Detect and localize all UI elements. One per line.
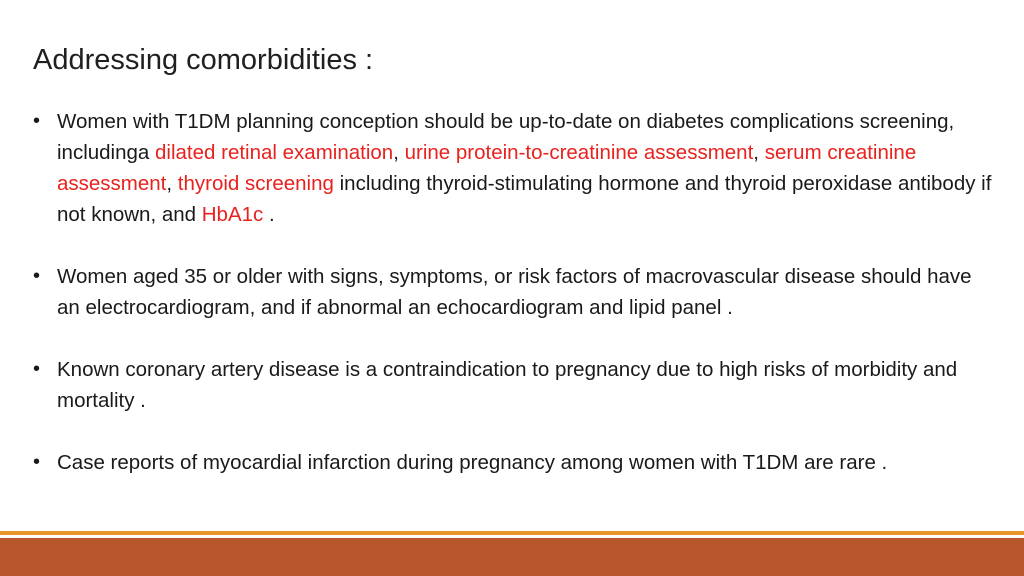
bullet-list bbox=[33, 106, 993, 509]
bullet-item bbox=[33, 261, 993, 323]
highlighted-term: HbA1c bbox=[201, 203, 264, 226]
bullet-dot-icon: • bbox=[33, 358, 41, 380]
bullet-dot-icon: • bbox=[33, 265, 41, 287]
bullet-item bbox=[33, 106, 993, 230]
slide-title: Addressing comorbidities : bbox=[33, 44, 374, 76]
bullet-item bbox=[33, 447, 993, 478]
highlighted-term: thyroid screening bbox=[177, 172, 334, 195]
text-run: including thyroid-stimulating hormone and thyroid peroxidase antibody if not known, and bbox=[57, 172, 992, 226]
text-run: , bbox=[393, 141, 405, 164]
text-run: , bbox=[753, 141, 765, 164]
bullet-text bbox=[57, 451, 887, 474]
text-run: Women aged 35 or older with signs, symptoms, or risk factors of macrovascular disease should have an electrocardiogram, and if abnormal an echocardiogram and lipid panel . bbox=[57, 265, 972, 319]
footer-band bbox=[0, 538, 1024, 576]
highlighted-term: urine protein-to-creatinine assessment bbox=[404, 141, 754, 164]
highlighted-term: dilated retinal examination bbox=[155, 141, 394, 164]
bullet-text bbox=[57, 265, 972, 319]
bullet-dot-icon: • bbox=[33, 110, 41, 132]
bullet-dot-icon: • bbox=[33, 451, 41, 473]
bullet-item bbox=[33, 354, 993, 416]
bullet-text bbox=[57, 110, 991, 226]
text-run: . bbox=[263, 203, 275, 226]
text-run: Women with T1DM planning conception should be up-to-date on diabetes complications screening, includinga bbox=[57, 110, 955, 164]
text-run: , bbox=[166, 172, 178, 195]
footer-accent-line bbox=[0, 531, 1024, 535]
highlighted-term: serum creatinine assessment bbox=[57, 141, 917, 195]
bullet-text bbox=[57, 358, 957, 412]
text-run: Case reports of myocardial infarction during pregnancy among women with T1DM are rare . bbox=[57, 451, 888, 474]
text-run: Known coronary artery disease is a contraindication to pregnancy due to high risks of morbidity and mortality . bbox=[57, 358, 958, 412]
